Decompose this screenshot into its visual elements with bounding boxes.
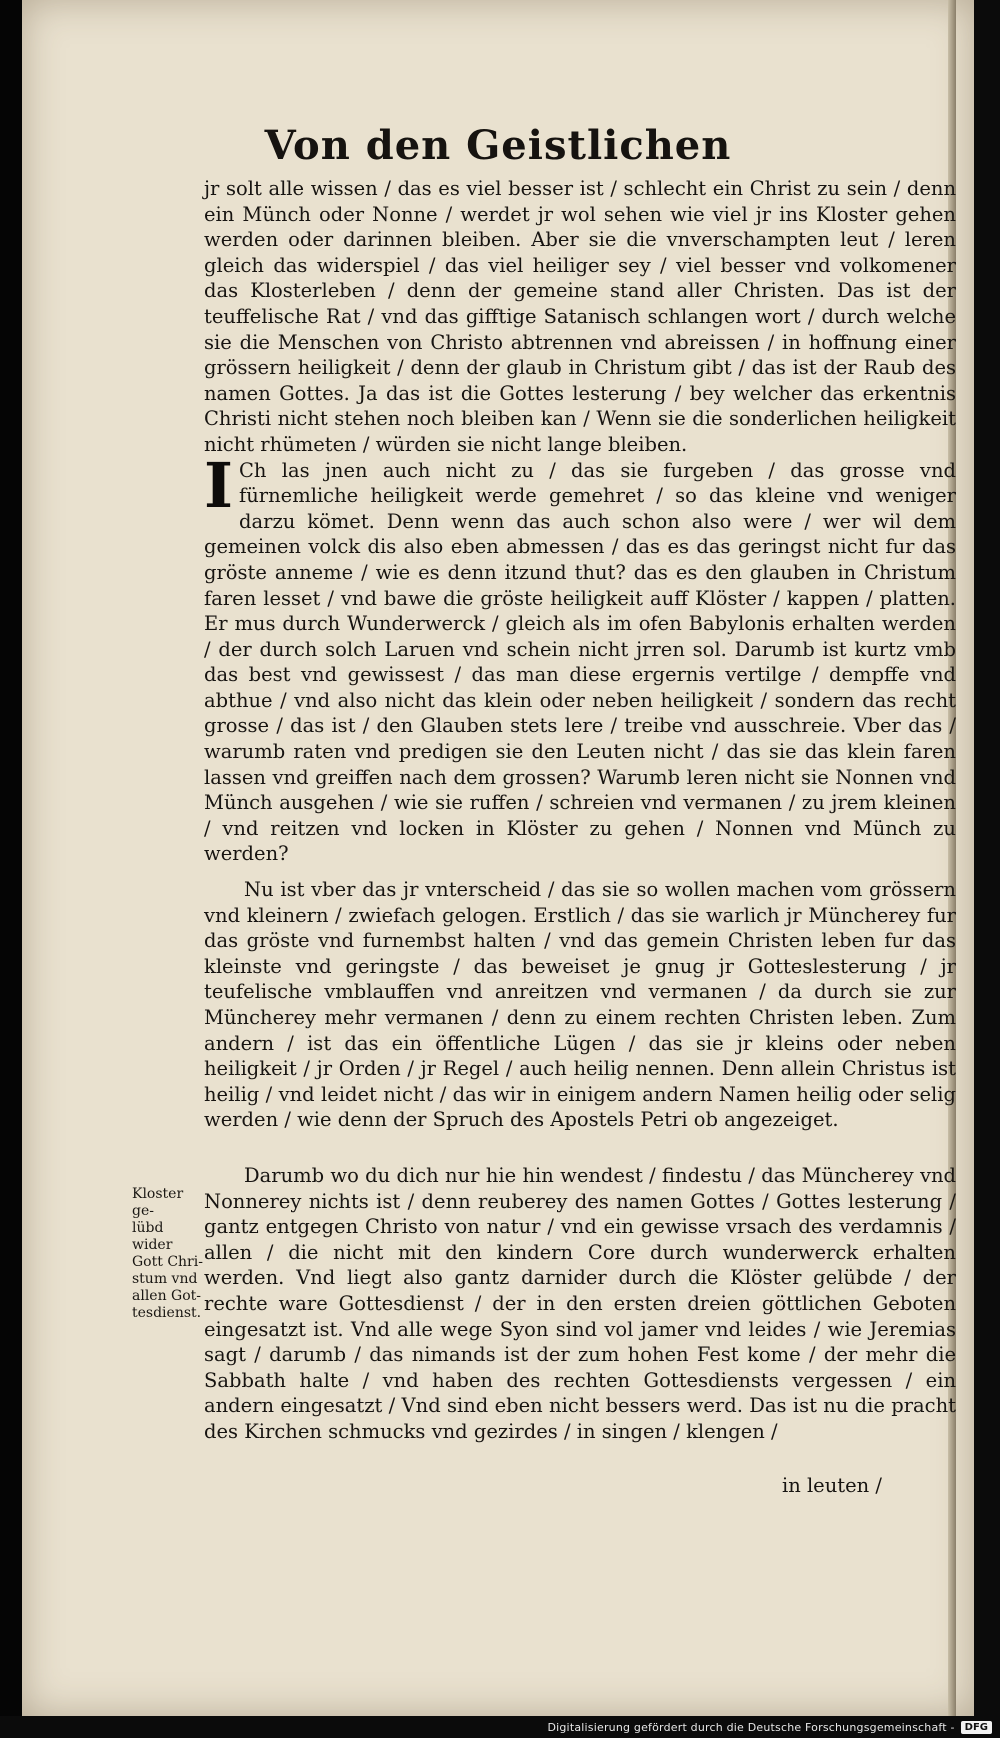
marginal-line: tesdienst. (132, 1305, 202, 1321)
running-title: Von den Geistlichen (264, 122, 732, 169)
scan-left-edge (0, 0, 22, 1716)
book-page (22, 0, 974, 1716)
catchword: in leuten / (781, 1474, 882, 1497)
marginal-line: allen Got- (132, 1288, 202, 1304)
marginal-line: Gott Chri- (132, 1254, 203, 1270)
decorated-initial: I (204, 448, 234, 522)
dfg-logo-icon: DFG (961, 1721, 992, 1734)
marginal-line: lübd wider (132, 1220, 173, 1253)
paragraph-2-text: Ch las jnen auch nicht zu / das sie furgeben / das grosse vnd fürnemliche heiligkeit werde gemehret / so das kleine vnd weniger darzu kömet. Denn wenn das auch schon also were / wer wil dem gemeinen volck dis also eben abmessen / das es das geringst nicht fur das gröste anneme / wie es denn itzund thut? das es den glauben in Christum faren lesset / vnd bawe die gröste heiligkeit auff Klöster / kappen / platten. Er mus durch Wunderwerck / gleich als im ofen Babylonis erhalten werden / der durch solch Laruen vnd schein nicht jrren sol. Darumb ist kurtz vmb das best vnd gewissest / das man diese ergernis vertilge / dempffe vnd abthue / vnd also nicht das klein oder neben heiligkeit / sondern das recht grosse / das ist / den Glauben stets lere / treibe vnd ausschreie. Vber das / warumb raten vnd predigen sie den Leuten nicht / das sie das klein faren lassen vnd greiffen nach dem grossen? Warumb leren nicht sie Nonnen vnd Münch ausgehen / wie sie ruffen / schreien vnd vermanen / zu jrem kleinen / vnd reitzen vnd locken in Klöster zu gehen / Nonnen vnd Münch zu werden? (204, 458, 956, 866)
paragraph-4: Darumb wo du dich nur hie hin wendest / findestu / das Müncherey vnd Nonnerey nichts ist / denn reuberey des namen Gottes / Gottes lesterung / gantz entgegen Christo von natur / vnd ein gewisse vrsach des verdamnis / allen / die nicht mit den kindern Core durch wunderwerck erhalten werden. Vnd liegt also gantz darnider durch die Klöster gelübde / der rechte ware Gottesdienst / der in den ersten dreien göttlichen Geboten eingesatzt ist. Vnd alle wege Syon sind vol jamer vnd leides / wie Jeremias sagt / darumb / das nimands ist der zum hohen Fest kome / der mehr die Sabbath halte / vnd haben des rechten Gottesdiensts vergessen / ein andern eingesatzt / Vnd sind eben nicht bessers werd. Das ist nu die pracht des Kirchen schmucks vnd gezirdes / in singen / klengen / (204, 1163, 956, 1443)
marginal-note (132, 1186, 204, 1322)
marginal-line: Kloster ge- (132, 1186, 184, 1219)
digitization-footer (0, 1716, 1000, 1738)
paragraph-2 (204, 448, 956, 868)
paragraph-3: Nu ist vber das jr vnterscheid / das sie so wollen machen vom grössern vnd kleinern / zwiefach gelogen. Erstlich / das sie warlich jr Müncherey fur das gröste vnd furnembst halten / vnd das gemein Christen leben fur das kleinste vnd geringste / das beweiset je gnug jr Gotteslesterung / jr teufelische vmblauffen vnd anreitzen vnd vermanen / da durch sie zur Müncherey mehr vermanen / denn zu einem rechten Christen leben. Zum andern / ist das ein öffentliche Lügen / das sie jr kleins oder neben heiligkeit / jr Orden / jr Regel / auch heilig nennen. Denn allein Christus ist heilig / vnd leidet nicht / das wir in einigem andern Namen heilig oder selig werden / wie denn der Spruch des Apostels Petri ob angezeiget. (204, 878, 956, 1132)
footer-credit: Digitalisierung gefördert durch die Deutsche Forschungsgemeinschaft - (547, 1720, 955, 1734)
paragraph-1: jr solt alle wissen / das es viel besser ist / schlecht ein Christ zu sein / denn ein Münch oder Nonne / werdet jr wol sehen wie viel jr ins Kloster gehen werden oder darinnen bleiben. Aber sie die vnverschampten leut / leren gleich das widerspiel / das viel heiliger sey / viel besser vnd volkomener das Klosterleben / denn der gemeine stand aller Christen. Das ist der teuffelische Rat / vnd das gifftige Satanisch schlangen wort / durch welche sie die Menschen von Christo abtrennen vnd abreissen / in hoffnung einer grössern heiligkeit / denn der glaub in Christum gibt / das ist der Raub des namen Gottes. Ja das ist die Gottes lesterung / bey welcher das erkentnis Christi nicht stehen noch bleiben kan / Wenn sie die sonderlichen heiligkeit nicht rhümeten / würden sie nicht lange bleiben. (204, 177, 956, 456)
marginal-line: stum vnd (132, 1271, 198, 1287)
main-text-block (204, 176, 956, 1445)
